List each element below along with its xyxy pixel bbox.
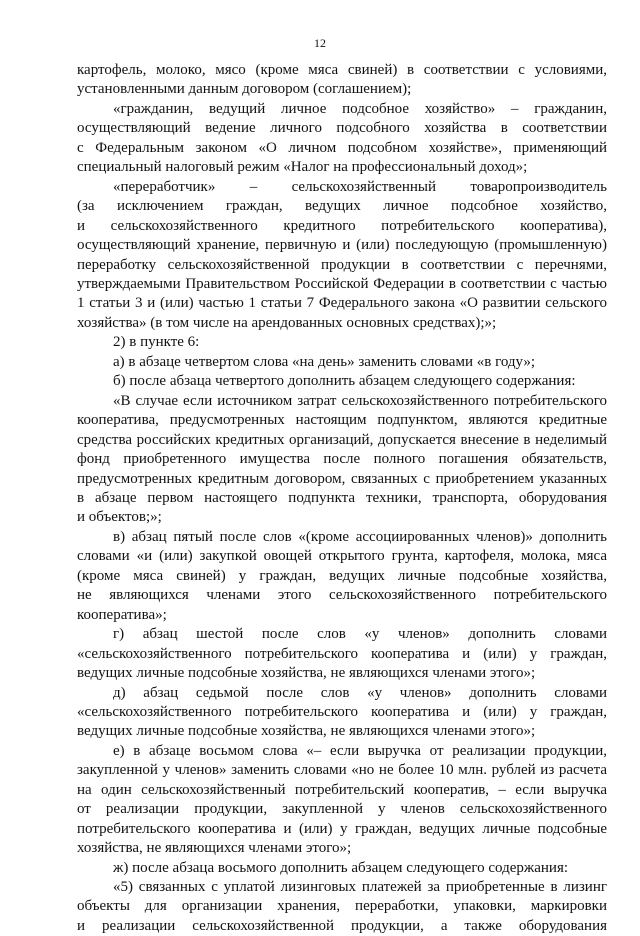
text-line: а) в абзаце четвертом слова «на день» заменить словами «в году»; — [113, 353, 536, 370]
text-line: кооператива»; — [77, 606, 167, 623]
document-body — [77, 61, 607, 936]
text-line: на один сельскохозяйственный потребительский кооператив, – если выручка — [77, 781, 607, 798]
text-line: объекты для организации хранения, переработки, упаковки, маркировки — [77, 898, 607, 915]
text-line: с Федеральным законом «О личном подсобном хозяйстве», применяющий — [77, 139, 607, 156]
text-line: «5) связанных с уплатой лизинговых платежей за приобретенные в лизинг — [113, 879, 607, 896]
text-line: «переработчик» – сельскохозяйственный товаропроизводитель — [113, 178, 607, 195]
page-number: 12 — [314, 36, 326, 50]
text-line: (за исключением граждан, ведущих личное подсобное хозяйство, — [77, 198, 607, 215]
text-line: от реализации продукции, закупленной у членов сельскохозяйственного — [77, 801, 607, 818]
text-line: 1 статьи 3 и (или) частью 1 статьи 7 Федерального закона «О развитии сельского — [77, 295, 607, 312]
text-line: д) абзац седьмой после слов «у членов» дополнить словами — [113, 684, 607, 701]
text-line: ведущих личные подсобные хозяйства, не являющихся членами этого»; — [77, 665, 536, 682]
text-line: не являющихся членами этого сельскохозяйственного потребительского — [77, 587, 607, 604]
text-line: в абзаце первом настоящего подпункта техники, транспорта, оборудования — [77, 489, 607, 506]
text-line: и реализации сельскохозяйственной продукции, а также оборудования — [77, 917, 607, 934]
text-line: (кроме мяса свиней) у граждан, ведущих личные подсобные хозяйства, — [77, 567, 607, 584]
text-line: словами «и (или) закупкой овощей открытого грунта, картофеля, молока, мяса — [77, 548, 607, 565]
text-line: переработку сельскохозяйственной продукции в соответствии с перечнями, — [77, 256, 607, 273]
text-line: средства российских кредитных организаций, допускается внесение в неделимый — [77, 431, 607, 448]
text-line: установленными данным договором (соглашением); — [77, 81, 412, 98]
text-line: потребительского кооператива и (или) у граждан, ведущих личные подсобные — [77, 820, 607, 837]
text-line: «сельскохозяйственного потребительского кооператива и (или) у граждан, — [77, 703, 607, 720]
text-line: хозяйства» (в том числе на арендованных основных средствах);»; — [77, 314, 497, 331]
text-line: г) абзац шестой после слов «у членов» дополнить словами — [113, 626, 607, 643]
text-line: «гражданин, ведущий личное подсобное хозяйство» – гражданин, — [113, 100, 607, 117]
text-line: закупленной у членов» заменить словами «но не более 10 млн. рублей из расчета — [77, 762, 607, 779]
text-line: и сельскохозяйственного кредитного потребительского кооператива), — [77, 217, 607, 234]
text-line: кооператива, предусмотренных настоящим подпунктом, являются кредитные — [77, 412, 607, 429]
text-line: хозяйства, не являющихся членами этого»; — [77, 840, 352, 857]
text-line: фонд приобретенного имущества после полного погашения обязательств, — [77, 451, 607, 468]
text-line: е) в абзаце восьмом слова «– если выручка от реализации продукции, — [113, 742, 607, 759]
text-line: ведущих личные подсобные хозяйства, не являющихся членами этого»; — [77, 723, 536, 740]
text-line: ж) после абзаца восьмого дополнить абзацем следующего содержания: — [113, 859, 569, 876]
text-line: 2) в пункте 6: — [113, 334, 200, 351]
text-line: утверждаемыми Правительством Российской Федерации в соответствии с частью — [77, 275, 607, 292]
text-line: б) после абзаца четвертого дополнить абзацем следующего содержания: — [113, 373, 576, 390]
text-line: специальный налоговый режим «Налог на профессиональный доход»; — [77, 159, 528, 176]
text-line: осуществляющий хранение, первичную и (или) последующую (промышленную) — [77, 237, 607, 254]
text-line: и объектов;»; — [77, 509, 162, 526]
text-line: «В случае если источником затрат сельскохозяйственного потребительского — [113, 392, 607, 409]
text-line: «сельскохозяйственного потребительского кооператива и (или) у граждан, — [77, 645, 607, 662]
text-line: картофель, молоко, мясо (кроме мяса свиней) в соответствии с условиями, — [77, 62, 607, 78]
text-line: предусмотренных кредитным договором, связанных с приобретением указанных — [77, 470, 607, 487]
text-line: осуществляющий ведение личного подсобного хозяйства в соответствии — [77, 120, 607, 137]
text-line: в) абзац пятый после слов «(кроме ассоциированных членов)» дополнить — [113, 528, 607, 545]
